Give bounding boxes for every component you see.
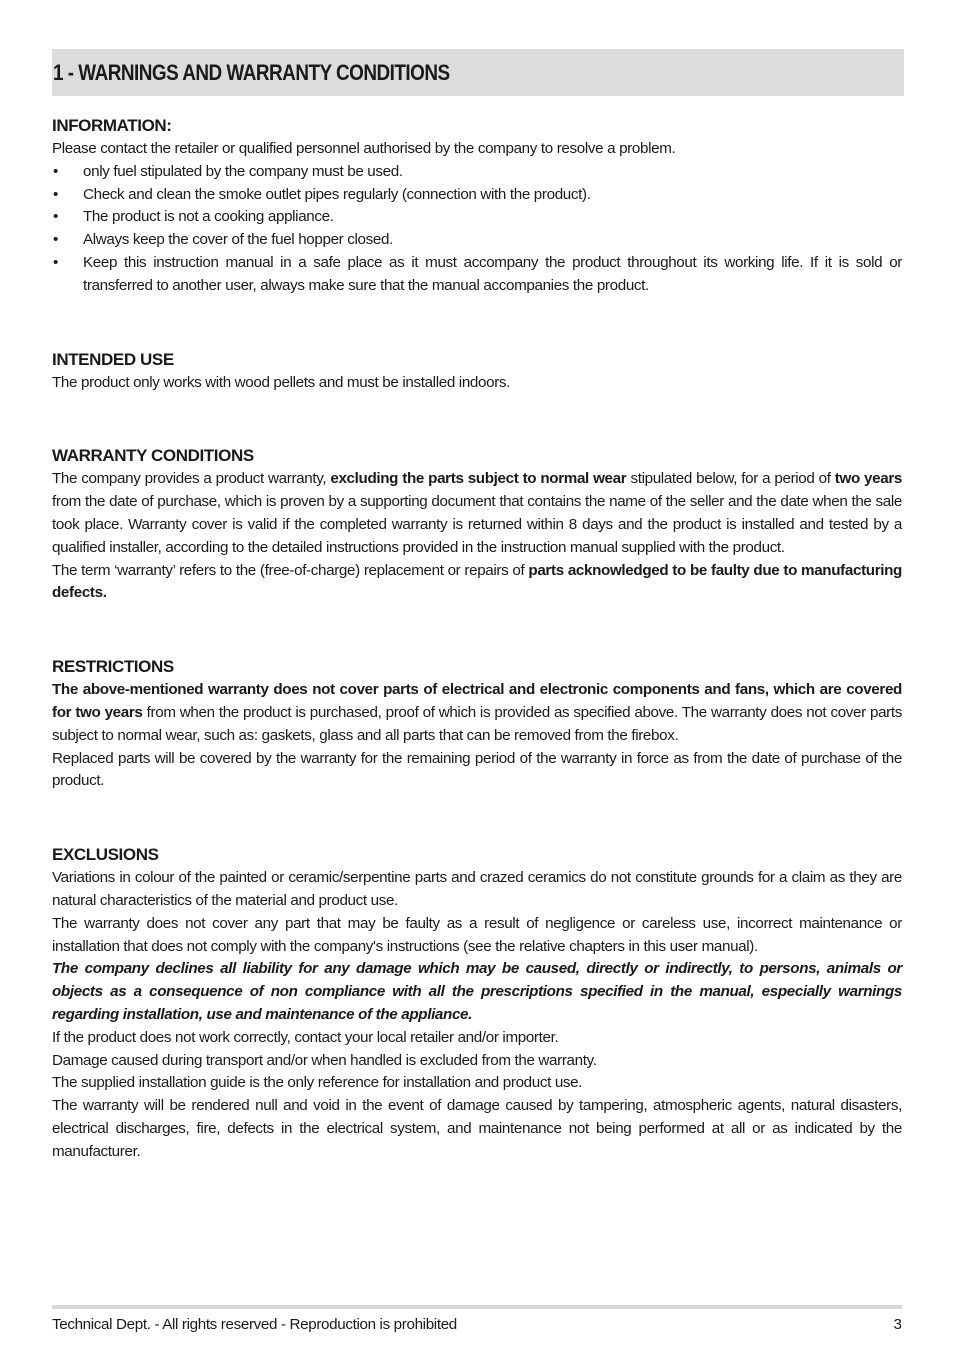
section-heading-restrictions: RESTRICTIONS: [52, 657, 174, 677]
text-run: The company provides a product warranty,: [52, 470, 331, 488]
list-item: • The product is not a cooking appliance.: [52, 206, 902, 229]
warranty-paragraph: [52, 468, 902, 559]
footer-copyright: Technical Dept. - All rights reserved - Reproduction is prohibited: [52, 1316, 457, 1333]
section-heading-intended-use: INTENDED USE: [52, 349, 174, 369]
title-bar: [52, 49, 904, 96]
restrictions-paragraph: [52, 679, 902, 747]
text-run: The term ‘warranty’ refers to the (free-of-charge) replacement or repairs of: [52, 561, 529, 579]
text-run-bold: parts acknowledged to be faulty due to manufacturing defects.: [52, 561, 902, 602]
exclusions-paragraph: If the product does not work correctly, contact your local retailer and/or importer.: [52, 1028, 559, 1046]
exclusions-paragraph: The warranty does not cover any part that may be faulty as a result of negligence or careless use, incorrect maintenance or installation that does not comply with the company's instructions (see the relative chapters in this user manual).: [52, 914, 902, 955]
text-run: from when the product is purchased, proof of which is provided as specified above. The warranty does not cover parts subject to normal wear, such as: gaskets, glass and all parts that can be removed from the firebox.: [52, 703, 902, 744]
section-information: [52, 114, 902, 298]
text-run: from the date of purchase, which is proven by a supporting document that contains the name of the seller and the date when the sale took place. Warranty cover is valid if the completed warranty is returned within 8 days and the product is installed and tested by a qualified installer, according to the detailed instructions provided in the instruction manual supplied with the product.: [52, 493, 902, 556]
section-restrictions: [52, 655, 902, 793]
text-run-bold: excluding the parts subject to normal wear: [330, 470, 627, 488]
text-run-bold: two years: [834, 470, 903, 488]
section-heading-information: INFORMATION:: [52, 116, 172, 135]
exclusions-paragraph: The warranty will be rendered null and void in the event of damage caused by tampering, atmospheric agents, natural disasters, electrical discharges, fire, defects in the electrical system, and maintenance not being performed at all or as indicated by the manufacturer.: [52, 1097, 902, 1160]
section-exclusions: [52, 843, 902, 1163]
warranty-paragraph: [52, 560, 902, 606]
list-item: • Check and clean the smoke outlet pipes regularly (connection with the product).: [52, 184, 902, 207]
information-list: [52, 161, 902, 298]
exclusions-paragraph: Damage caused during transport and/or when handled is excluded from the warranty.: [52, 1051, 597, 1069]
liability-disclaimer: The company declines all liability for any damage which may be caused, directly or indirectly, to persons, animals or objects as a consequence of non compliance with all the prescriptions specified in the manual, especially warnings regarding installation, use and maintenance of the appliance.: [52, 960, 902, 1023]
footer-divider: [52, 1305, 902, 1309]
section-heading-warranty: WARRANTY CONDITIONS: [52, 446, 254, 466]
text-run-bold: The above-mentioned warranty does not cover parts of electrical and electronic components and fans, which are covered for two years: [52, 681, 902, 721]
intended-use-text: The product only works with wood pellets and must be installed indoors.: [52, 373, 511, 391]
list-item: • only fuel stipulated by the company must be used.: [52, 161, 902, 184]
list-item: • Keep this instruction manual in a safe place as it must accompany the product throughout its working life. If it is sold or transferred to another user, always make sure that the manual accompanies the product.: [52, 252, 902, 298]
list-item: • Always keep the cover of the fuel hopper closed.: [52, 229, 902, 252]
document-body: [52, 114, 902, 1164]
restrictions-paragraph: Replaced parts will be covered by the warranty for the remaining period of the warranty in force as from the date of purchase of the product.: [52, 749, 902, 790]
section-warranty: [52, 444, 902, 605]
page-number: 3: [893, 1316, 902, 1333]
text-run: stipulated below, for a period of: [626, 470, 835, 488]
exclusions-paragraph: Variations in colour of the painted or ceramic/serpentine parts and crazed ceramics do not constitute grounds for a claim as they are natural characteristics of the material and product use.: [52, 869, 902, 909]
exclusions-paragraph: The supplied installation guide is the only reference for installation and product use.: [52, 1074, 583, 1092]
section-intended-use: [52, 348, 902, 395]
section-heading-exclusions: EXCLUSIONS: [52, 845, 159, 865]
page-title: 1 - WARNINGS AND WARRANTY CONDITIONS: [53, 59, 450, 85]
information-intro: Please contact the retailer or qualified personnel authorised by the company to resolve a problem.: [52, 140, 676, 157]
